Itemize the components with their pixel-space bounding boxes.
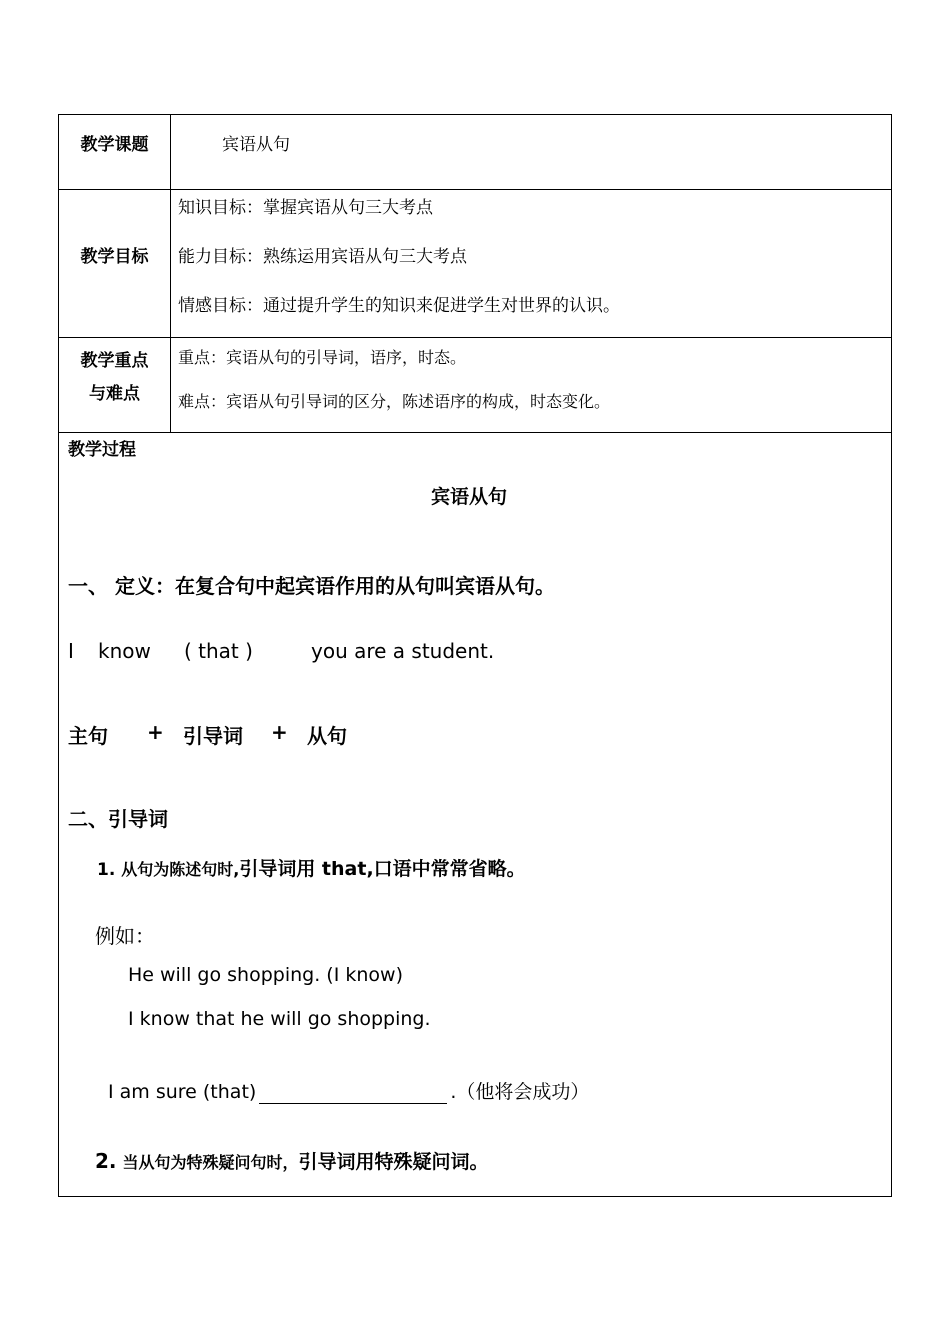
topic-label: 教学课题 bbox=[80, 135, 149, 155]
point1-line bbox=[97, 854, 526, 881]
example-word-clause: you are a student. bbox=[311, 639, 495, 663]
topic-value: 宾语从句 bbox=[222, 135, 290, 155]
point1-number: 1. bbox=[97, 860, 116, 880]
exercise-line bbox=[108, 1077, 589, 1104]
row-divider bbox=[59, 432, 891, 433]
focus-difficulty: 难点：宾语从句引导词的区分，陈述语序的构成，时态变化。 bbox=[178, 392, 611, 411]
lesson-plan-table bbox=[58, 114, 892, 1197]
focus-label-line1: 教学重点 bbox=[80, 351, 149, 371]
focus-key-point: 重点：宾语从句的引导词，语序，时态。 bbox=[178, 348, 467, 367]
example-word-subject: I bbox=[68, 639, 74, 663]
point1-condition: 从句为陈述句时, bbox=[121, 860, 240, 879]
exercise-blank[interactable] bbox=[259, 1083, 447, 1104]
exercise-prefix: I am sure (that) bbox=[108, 1081, 257, 1103]
goal-emotion: 情感目标：通过提升学生的知识来促进学生对世界的认识。 bbox=[178, 296, 620, 316]
row-divider bbox=[59, 337, 891, 338]
column-divider bbox=[170, 115, 171, 432]
formula-subordinate-clause: 从句 bbox=[307, 724, 347, 748]
formula-connective: 引导词 bbox=[183, 724, 243, 748]
point2-line bbox=[95, 1147, 488, 1174]
focus-label-line2: 与难点 bbox=[89, 384, 140, 404]
example-word-that: ( that ) bbox=[184, 639, 253, 663]
example-sentence-2: I know that he will go shopping. bbox=[128, 1008, 431, 1030]
row-divider bbox=[59, 189, 891, 190]
formula-plus: + bbox=[147, 720, 164, 744]
point2-number: 2. bbox=[95, 1149, 117, 1173]
point2-condition: 当从句为特殊疑问句时， bbox=[122, 1153, 299, 1172]
exercise-hint: .（他将会成功） bbox=[450, 1081, 590, 1103]
process-label: 教学过程 bbox=[68, 440, 136, 460]
point2-rule: 引导词用特殊疑问词。 bbox=[298, 1151, 489, 1173]
example-label: 例如： bbox=[95, 924, 155, 948]
example-word-verb: know bbox=[98, 639, 151, 663]
goals-label: 教学目标 bbox=[80, 247, 149, 267]
example-sentence-1: He will go shopping. (I know) bbox=[128, 964, 403, 986]
process-title: 宾语从句 bbox=[431, 486, 508, 508]
point1-rule: 引导词用 that,口语中常常省略。 bbox=[239, 858, 526, 880]
section1-definition: 一、 定义：在复合句中起宾语作用的从句叫宾语从句。 bbox=[68, 574, 555, 598]
section2-connectives: 二、引导词 bbox=[68, 807, 168, 831]
goal-ability: 能力目标：熟练运用宾语从句三大考点 bbox=[178, 247, 467, 267]
formula-plus: + bbox=[271, 720, 288, 744]
goal-knowledge: 知识目标：掌握宾语从句三大考点 bbox=[178, 198, 433, 218]
formula-main-clause: 主句 bbox=[68, 724, 108, 748]
